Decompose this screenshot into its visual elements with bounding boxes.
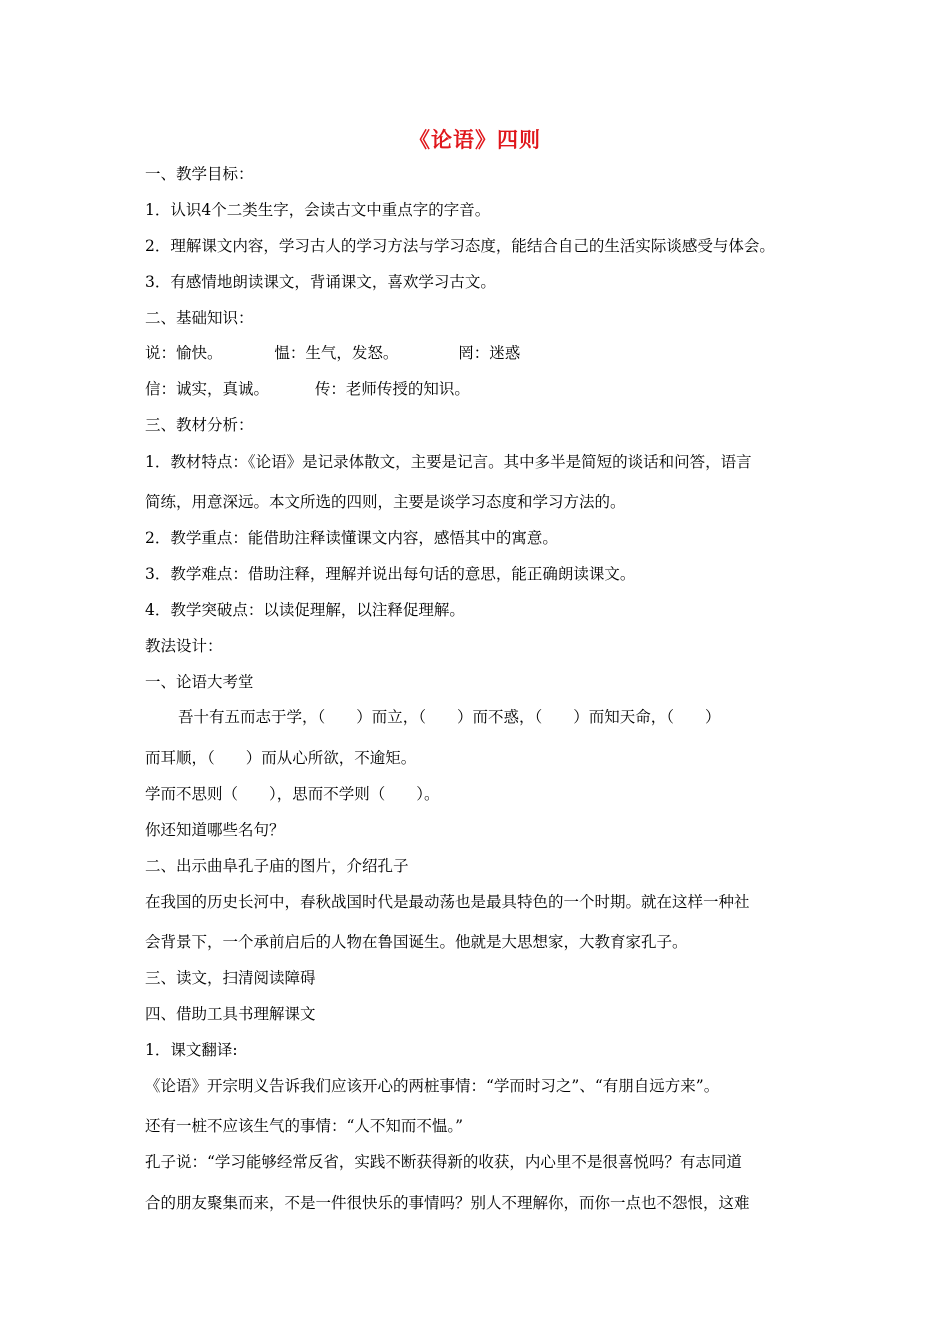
translation-para-2: 孔子说：“学习能够经常反省，实践不断获得新的收获，内心里不是很喜悦吗？有志同道 [145,1153,742,1171]
analysis-item-1-cont: 简练，用意深远。本文所选的四则，主要是谈学习态度和学习方法的。 [145,493,626,511]
document-title: 《论语》四则 [409,127,541,152]
quote-fill-blank-1: 吾十有五而志于学，（ ）而立，（ ）而不惑，（ ）而知天命，（ ） [178,708,721,726]
quote-fill-blank-1-cont: 而耳顺，（ ）而从心所欲，不逾矩。 [145,749,417,767]
confucius-intro-cont: 会背景下，一个承前启后的人物在鲁国诞生。他就是大思想家，大教育家孔子。 [145,933,688,951]
vocab-row-2 [145,379,825,399]
translation-heading: 1．课文翻译: [145,1041,238,1059]
translation-para-1: 《论语》开宗明义告诉我们应该开心的两桩事情：“学而时习之”、“有朋自远方来”。 [145,1077,720,1095]
section-heading-method: 教法设计： [145,637,223,655]
analysis-item-3: 3．教学难点：借助注释，理解并说出每句话的意思，能正确朗读课文。 [145,565,636,583]
vocab-chuan: 传：老师传授的知识。 [314,380,470,398]
vocab-row-1 [145,343,825,363]
goal-item-2: 2．理解课文内容，学习古人的学习方法与学习态度，能结合自己的生活实际谈感受与体会。 [145,237,775,255]
vocab-yue: 说：愉快。 [145,344,223,362]
confucius-intro: 在我国的历史长河中，春秋战国时代是最动荡也是最具特色的一个时期。就在这样一种社 [145,893,750,911]
famous-quotes-question: 你还知道哪些名句？ [145,821,285,839]
quote-fill-blank-2: 学而不思则（ ），思而不学则（ ）。 [145,785,440,803]
section-heading-analysis: 三、教材分析： [145,416,254,434]
vocab-xin: 信：诚实，真诚。 [145,380,270,398]
analysis-item-1: 1．教材特点：《论语》是记录体散文，主要是记言。其中多半是简短的谈话和问答，语言 [145,453,752,471]
translation-para-1-cont: 还有一桩不应该生气的事情：“人不知而不愠。” [145,1117,464,1135]
method-step-3: 三、读文，扫清阅读障碍 [145,969,316,987]
goal-item-1: 1．认识4个二类生字，会读古文中重点字的字音。 [145,201,491,219]
section-heading-basics: 二、基础知识： [145,309,254,327]
goal-item-3: 3．有感情地朗读课文，背诵课文，喜欢学习古文。 [145,273,496,291]
method-step-1: 一、论语大考堂 [145,673,254,691]
vocab-yun: 愠：生气，发怒。 [274,344,399,362]
section-heading-goals: 一、教学目标： [145,165,254,183]
method-step-2: 二、出示曲阜孔子庙的图片，介绍孔子 [145,857,409,875]
translation-para-2-cont: 合的朋友聚集而来，不是一件很快乐的事情吗？别人不理解你，而你一点也不怨恨，这难 [145,1194,750,1212]
method-step-4: 四、借助工具书理解课文 [145,1005,316,1023]
analysis-item-4: 4．教学突破点：以读促理解，以注释促理解。 [145,601,465,619]
vocab-wang: 罔：迷惑 [458,344,521,362]
analysis-item-2: 2．教学重点：能借助注释读懂课文内容，感悟其中的寓意。 [145,529,558,547]
